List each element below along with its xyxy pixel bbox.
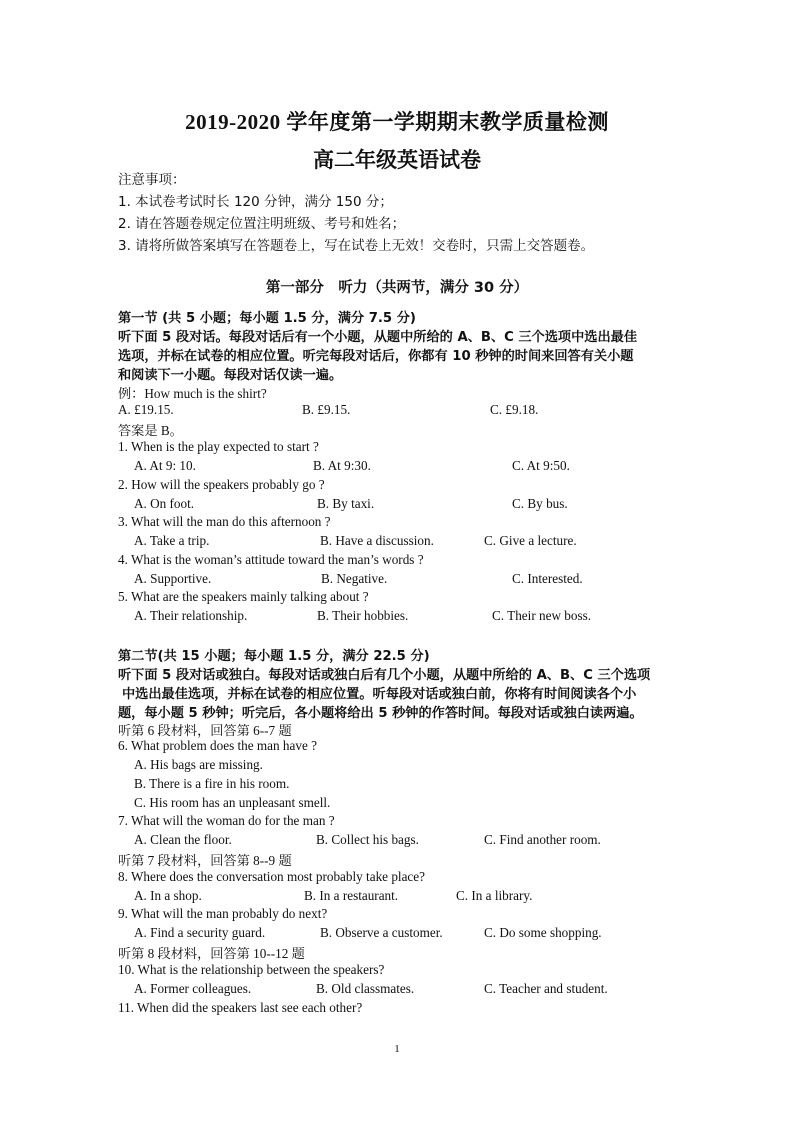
section1-instruction: 选项，并标在试卷的相应位置。听完每段对话后，你都有 10 秒钟的时间来回答有关小题 — [118, 349, 634, 364]
question-1: 1. When is the play expected to start ? — [118, 439, 319, 454]
question-9: 9. What will the man probably do next? — [118, 906, 328, 921]
option-c: C. Find another room. — [484, 832, 601, 847]
material-6-heading: 听第 6 段材料，回答第 6--7 题 — [118, 723, 292, 738]
option-a: A. Supportive. — [134, 571, 212, 586]
option-b: B. By taxi. — [317, 496, 375, 511]
section2-instruction: 中选出最佳选项，并标在试卷的相应位置。听每段对话或独白前，你将有时间阅读各个小 — [122, 687, 637, 702]
question-11: 11. When did the speakers last see each other? — [118, 1000, 363, 1015]
option-c: C. By bus. — [512, 496, 568, 511]
example-answer: 答案是 B。 — [118, 423, 183, 438]
option-a: A. Their relationship. — [134, 608, 248, 623]
note-item: 1. 本试卷考试时长 120 分钟，满分 150 分； — [118, 194, 393, 210]
question-8: 8. Where does the conversation most probably take place? — [118, 869, 425, 884]
option-a: A. At 9: 10. — [134, 458, 196, 473]
option-b: B. Old classmates. — [316, 981, 415, 996]
question-4: 4. What is the woman’s attitude toward the man’s words ? — [118, 552, 424, 567]
question-5: 5. What are the speakers mainly talking about ? — [118, 589, 369, 604]
option-a: A. On foot. — [134, 496, 195, 511]
section1-instruction: 听下面 5 段对话。每段对话后有一个小题，从题中所给的 A、B、C 三个选项中选出最佳 — [118, 330, 638, 345]
notes-heading: 注意事项： — [118, 172, 186, 188]
note-item: 2. 请在答题卷规定位置注明班级、考号和姓名； — [118, 216, 406, 232]
option-b: B. £9.15. — [302, 402, 351, 417]
option-b: B. Observe a customer. — [320, 925, 443, 940]
option-c: C. Their new boss. — [492, 608, 592, 623]
exam-title: 2019-2020 学年度第一学期期末教学质量检测 — [185, 110, 609, 134]
option-a: A. Clean the floor. — [134, 832, 232, 847]
part1-title: 第一部分 听力（共两节，满分 30 分） — [265, 280, 529, 296]
section2-instruction: 题，每小题 5 秒钟；听完后，各小题将给出 5 秒钟的作答时间。每段对话或独白读两遍。 — [118, 706, 643, 721]
option-c: C. Teacher and student. — [484, 981, 608, 996]
option-b: B. Negative. — [321, 571, 388, 586]
option-b: B. There is a fire in his room. — [134, 776, 290, 791]
option-b: B. Have a discussion. — [320, 533, 434, 548]
option-a: A. In a shop. — [134, 888, 202, 903]
question-2: 2. How will the speakers probably go ? — [118, 477, 325, 492]
section1-title: 第一节 (共 5 小题；每小题 1.5 分，满分 7.5 分) — [118, 311, 416, 326]
option-b: B. At 9:30. — [313, 458, 371, 473]
material-7-heading: 听第 7 段材料，回答第 8--9 题 — [118, 853, 292, 868]
material-8-heading: 听第 8 段材料，回答第 10--12 题 — [118, 946, 305, 961]
section1-instruction: 和阅读下一小题。每段对话仅读一遍。 — [118, 368, 343, 383]
option-b: B. In a restaurant. — [304, 888, 399, 903]
question-10: 10. What is the relationship between the speakers? — [118, 962, 385, 977]
question-7: 7. What will the woman do for the man ? — [118, 813, 335, 828]
option-a: A. His bags are missing. — [134, 757, 263, 772]
option-b: B. Their hobbies. — [317, 608, 409, 623]
page-number: 1 — [394, 1043, 400, 1055]
option-c: C. In a library. — [456, 888, 533, 903]
option-a: A. Former colleagues. — [134, 981, 252, 996]
option-b: B. Collect his bags. — [316, 832, 419, 847]
exam-subtitle: 高二年级英语试卷 — [313, 148, 481, 172]
option-c: C. £9.18. — [490, 402, 539, 417]
option-a: A. Find a security guard. — [134, 925, 266, 940]
option-c: C. His room has an unpleasant smell. — [134, 795, 331, 810]
section2-instruction: 听下面 5 段对话或独白。每段对话或独白后有几个小题，从题中所给的 A、B、C 三个选项 — [118, 668, 651, 683]
option-c: C. Interested. — [512, 571, 583, 586]
question-6: 6. What problem does the man have ? — [118, 738, 317, 753]
option-a: A. £19.15. — [118, 402, 174, 417]
section2-title: 第二节(共 15 小题；每小题 1.5 分，满分 22.5 分) — [118, 649, 430, 664]
note-item: 3. 请将所做答案填写在答题卷上，写在试卷上无效！交卷时，只需上交答题卷。 — [118, 238, 595, 254]
option-c: C. Do some shopping. — [484, 925, 602, 940]
question-3: 3. What will the man do this afternoon ? — [118, 514, 331, 529]
option-c: C. Give a lecture. — [484, 533, 577, 548]
example-question: 例：How much is the shirt? — [118, 386, 267, 401]
option-a: A. Take a trip. — [134, 533, 210, 548]
option-c: C. At 9:50. — [512, 458, 570, 473]
